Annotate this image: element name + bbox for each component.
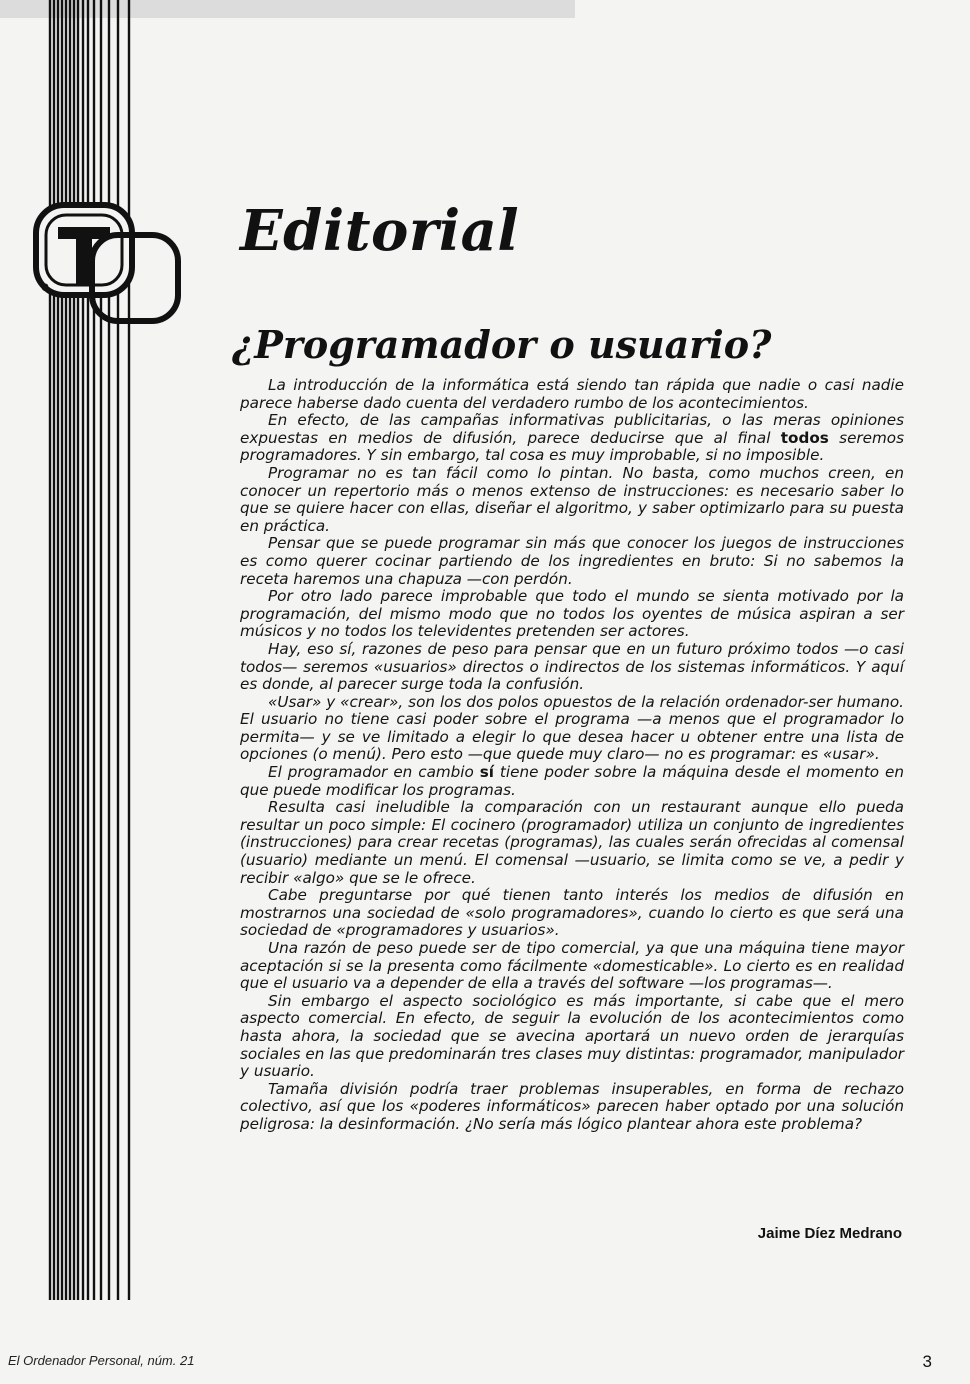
article-paragraph: Hay, eso sí, razones de peso para pensar que en un futuro próximo todos —o casi todos— seremos «usuarios» directos o indirectos de los sistemas informáticos. Y aquí es donde, al parecer surge toda la confusión. bbox=[240, 639, 904, 694]
article-paragraph: Una razón de peso puede ser de tipo comercial, ya que una máquina tiene mayor aceptación si se la presenta como fácilmente «domesticable». Lo cierto es en realidad que el usuario va a depender de ella a través del software —los programas—. bbox=[240, 939, 904, 993]
section-title: Editorial bbox=[240, 198, 520, 264]
emphasis-text: sí bbox=[479, 763, 494, 782]
author-signature: Jaime Díez Medrano bbox=[757, 1225, 902, 1242]
article-paragraph: Pensar que se puede programar sin más que conocer los juegos de instrucciones es como querer cocinar partiendo de los ingredientes en bruto: Si no sabemos la receta haremos una chapuza —con perdón. bbox=[240, 534, 904, 588]
emphasis-text: todos bbox=[780, 428, 829, 447]
article-paragraph: Tamaña división podría traer problemas insuperables, en forma de rechazo colectivo, así que los «poderes informáticos» parecen haber optado por una solución peligrosa: la desinformación. ¿No sería más lógico plantear ahora este problema? bbox=[240, 1079, 904, 1133]
article-paragraph: Resulta casi ineludible la comparación con un restaurant aunque ello pueda resultar un poco simple: El cocinero (programador) utiliza un conjunto de ingredientes (instrucciones) para crear recetas (programas), las cuales serán ofrecidas al comensal (usuario) mediante un menú. El comensal —usuario, se limita como se ve, a pedir y recibir «algo» que se le ofrece. bbox=[240, 798, 904, 887]
article-body bbox=[240, 377, 904, 1134]
logo-letter: e bbox=[41, 280, 49, 295]
magazine-logo-icon bbox=[30, 195, 190, 325]
article-paragraph: Por otro lado parece improbable que todo el mundo se sienta motivado por la programación, del mismo modo que no todos los oyentes de música aspiran a ser músicos y no todos los televidentes pretenden ser actores. bbox=[240, 587, 904, 641]
page-number: 3 bbox=[922, 1352, 932, 1371]
article-paragraph: Cabe preguntarse por qué tienen tanto interés los medios de difusión en mostrarnos una sociedad de «solo programadores», cuando lo cierto es que será una sociedad de «programadores y usuarios». bbox=[240, 886, 904, 940]
footer-publication: El Ordenador Personal, núm. 21 bbox=[8, 1353, 195, 1368]
article-paragraph: El programador en cambio sí tiene poder sobre la máquina desde el momento en que puede modificar los programas. bbox=[240, 763, 904, 799]
article-paragraph: Sin embargo el aspecto sociológico es más importante, si cabe que el mero aspecto comercial. En efecto, de seguir la evolución de los acontecimientos como hasta ahora, la sociedad que se avecina aportará un nuevo orden de jerarquías sociales en las que predominarán tres clases muy distintas: programador, manipulador y usuario. bbox=[240, 991, 904, 1081]
article-paragraph: «Usar» y «crear», son los dos polos opuestos de la relación ordenador-ser humano. El usuario no tiene casi poder sobre el programa —a menos que el programador lo permita— y se ve limitado a elegir lo que desea hacer u obtener entre una lista de opciones (o menú). Pero esto —que quede muy claro— no es programar: es «usar». bbox=[240, 692, 904, 764]
article-headline: ¿Programador o usuario? bbox=[232, 322, 772, 367]
article-paragraph: La introducción de la informática está siendo tan rápida que nadie o casi nadie parece haberse dado cuenta del verdadero rumbo de los acontecimientos. bbox=[240, 376, 904, 412]
article-paragraph: En efecto, de las campañas informativas publicitarias, o las meras opiniones expuestas en medios de difusión, parece deducirse que al final todos seremos programadores. Y sin embargo, tal cosa es muy improbable, si no imposible. bbox=[240, 411, 904, 465]
article-paragraph: Programar no es tan fácil como lo pintan. No basta, como muchos creen, en conocer un repertorio más o menos extenso de instrucciones: es necesario saber lo que se quiere hacer con ellas, diseñar el algoritmo, y saber optimizarlo para su puesta en práctica. bbox=[240, 463, 904, 535]
